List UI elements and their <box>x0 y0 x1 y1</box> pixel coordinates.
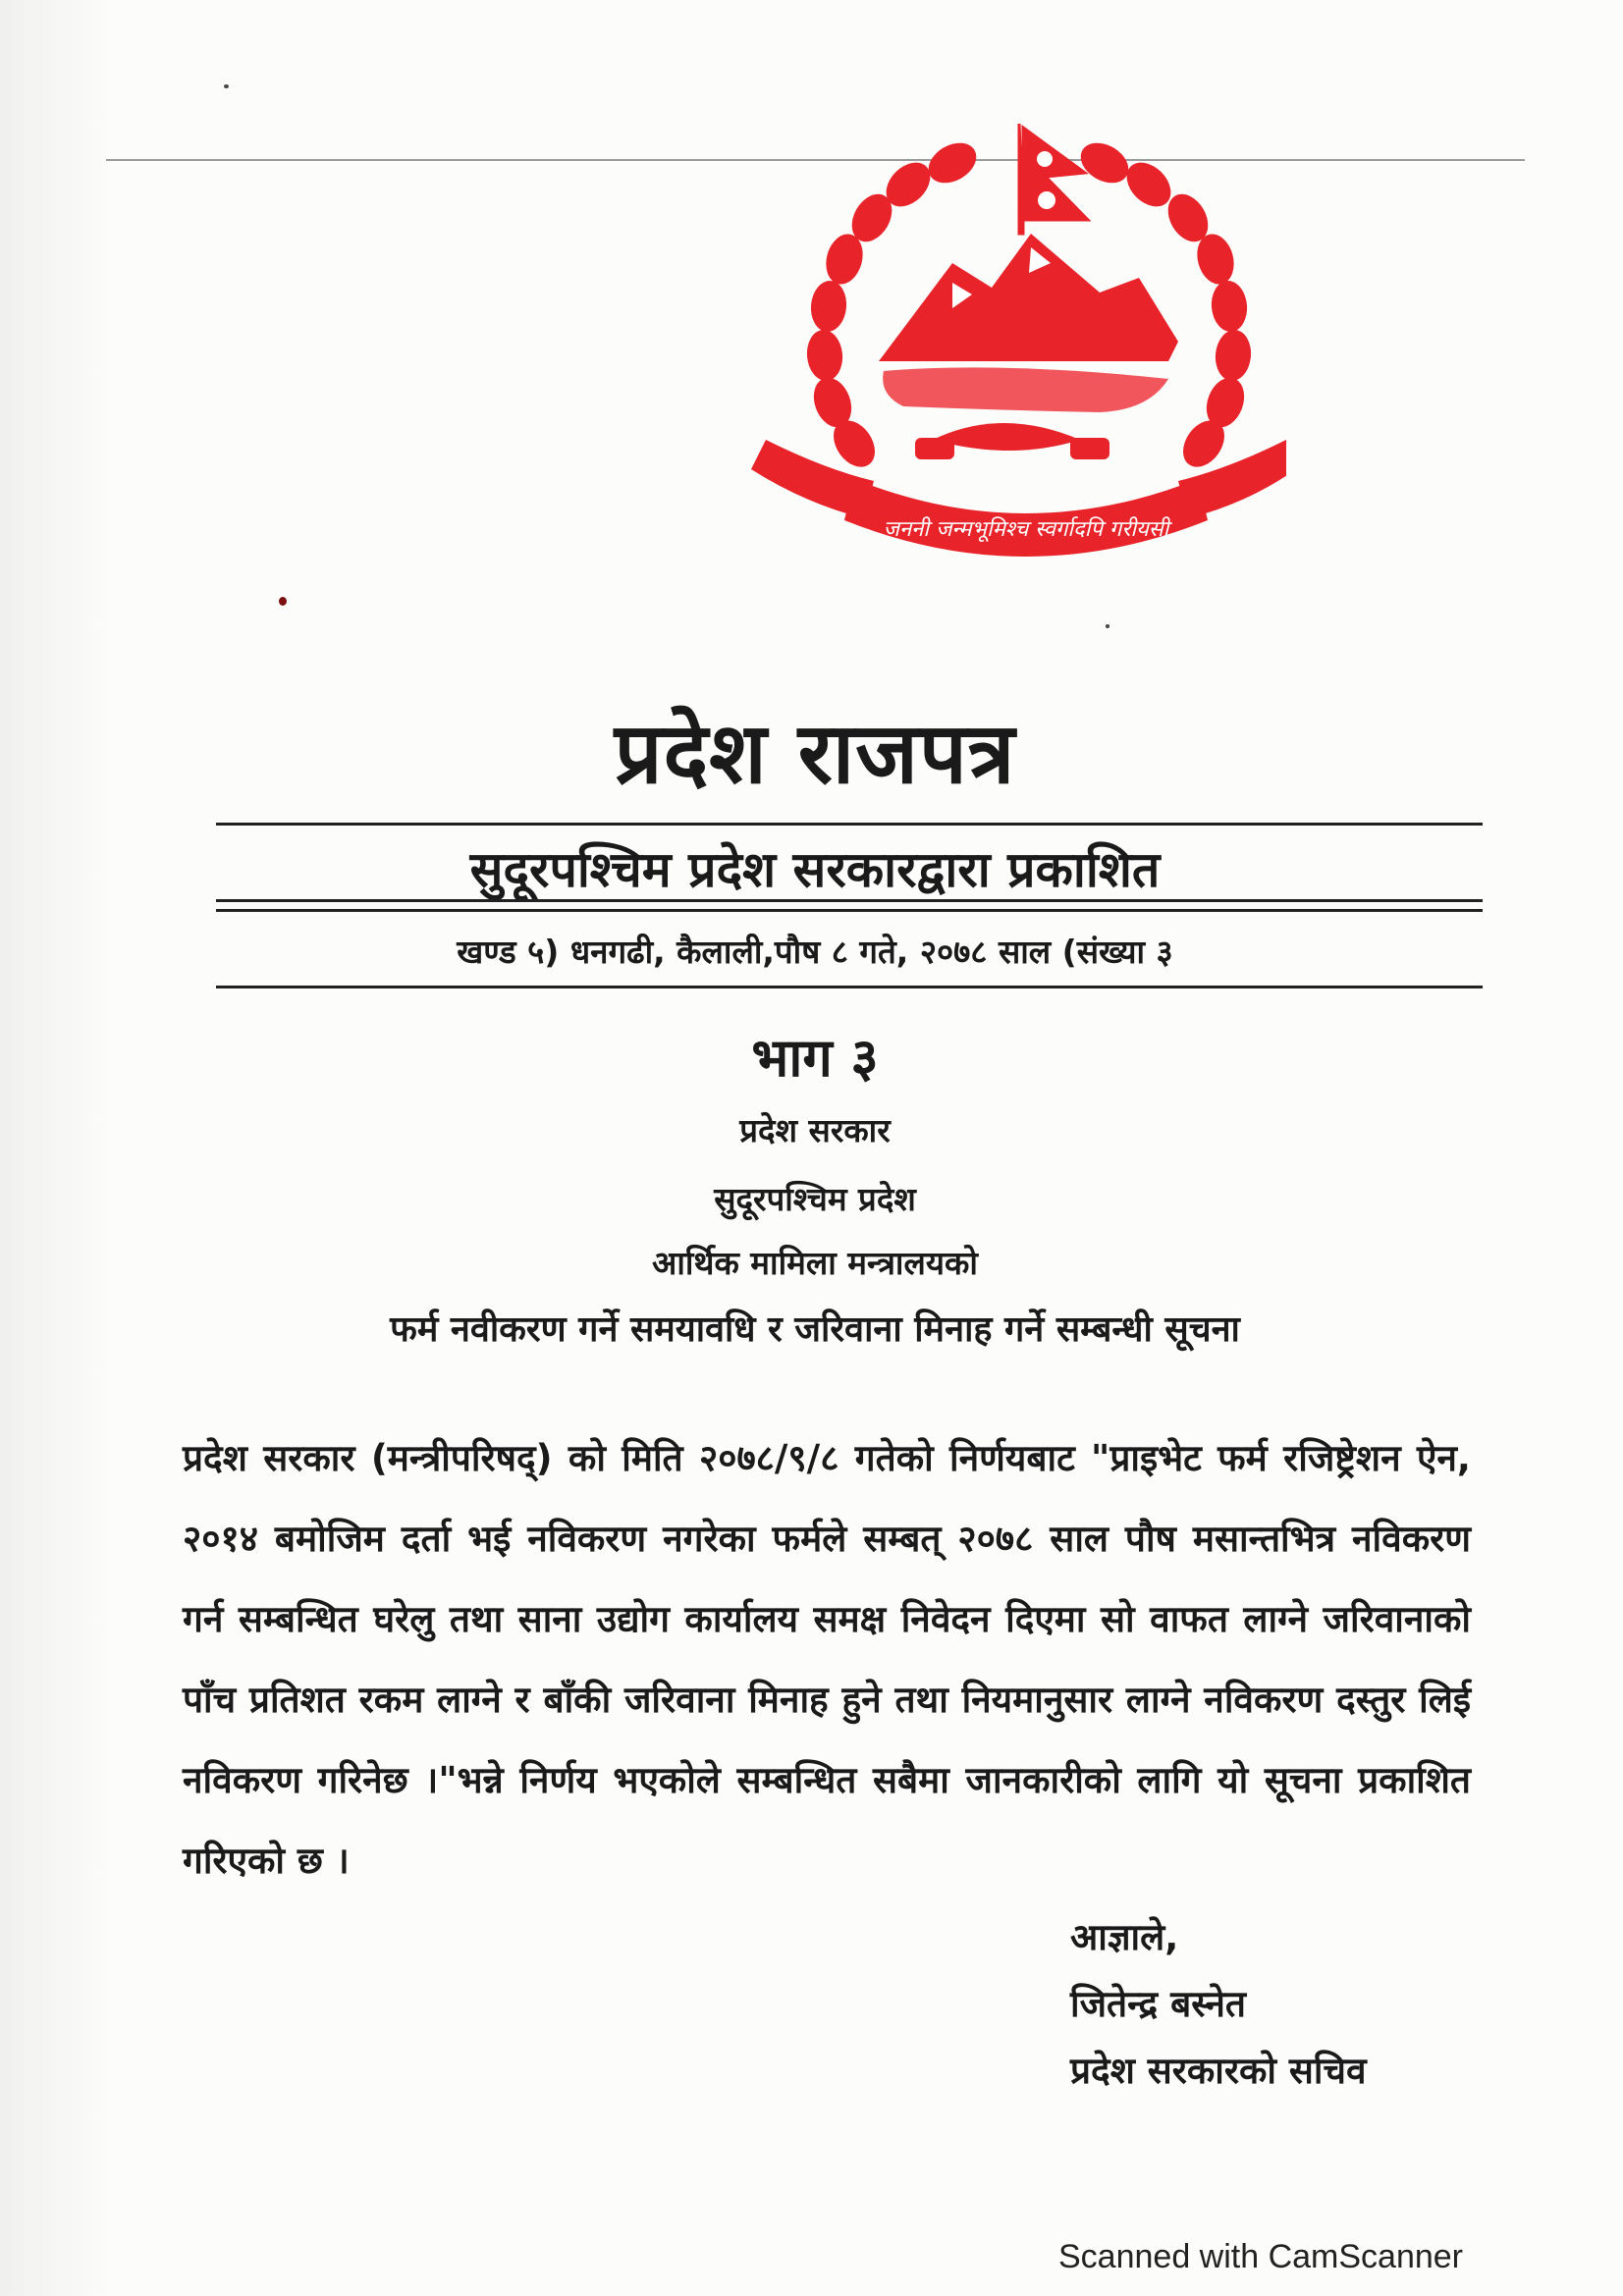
government-heading: प्रदेश सरकार <box>739 1111 891 1149</box>
gazette-title: प्रदेश राजपत्र <box>614 705 1016 803</box>
signatory-designation: प्रदेश सरकारको सचिव <box>1070 2050 1367 2092</box>
rule-under-title <box>216 823 1483 826</box>
scan-left-shadow <box>0 0 106 2296</box>
publisher-line: सुदूरपश्चिम प्रदेश सरकारद्वारा प्रकाशित <box>469 841 1161 898</box>
signature-block <box>1070 1904 1367 2105</box>
province-heading: सुदूरपश्चिम प्रदेश <box>714 1180 916 1218</box>
emblem-motto: जननी जन्मभूमिश्च स्वर्गादपि गरीयसी <box>883 517 1169 542</box>
signatory-name: जितेन्द्र बस्नेत <box>1070 1983 1246 2025</box>
camscanner-watermark: Scanned with CamScanner <box>1058 2238 1464 2275</box>
notice-body: प्रदेश सरकार (मन्त्रीपरिषद्) को मिति २०७८/९/८ गतेको निर्णयबाट "प्राइभेट फर्म रजिष्ट्रेशन ऐन, २०१४ बमोजिम दर्ता भई नविकरण नगरेका फर्मले सम्बत् २०७८ साल पौष मसान्तभित्र नविकरण गर्न सम्बन्धित घरेलु तथा साना उद्योग कार्यालय समक्ष निवेदन दिएमा सो वाफत लाग्ने जरिवानाको पाँच प्रतिशत रकम लाग्ने र बाँकी जरिवाना मिनाह हुने तथा नियमानुसार लाग्ने नविकरण दस्तुर लिई नविकरण गरिनेछ ।"भन्ने निर्णय भएकोले सम्बन्धित सबैमा जानकारीको लागि यो सूचना प्रकाशित गरिएको छ । <box>183 1437 1471 1882</box>
rule-double-top <box>216 899 1483 902</box>
scan-speck <box>1106 624 1109 628</box>
notice-title: फर्म नवीकरण गर्ने समयावधि र जरिवाना मिनाह गर्ने सम्बन्धी सूचना <box>390 1309 1240 1350</box>
rule-double-bottom <box>216 909 1483 912</box>
rule-under-issue <box>216 986 1483 988</box>
by-order-text: आज्ञाले, <box>1070 1916 1179 1958</box>
scan-speck <box>224 84 229 88</box>
scan-speck <box>279 597 287 606</box>
nepal-coat-of-arms-emblem <box>707 116 1286 616</box>
issue-line: खण्ड ५) धनगढी, कैलाली,पौष ८ गते, २०७८ साल (संख्या ३ <box>457 933 1173 971</box>
part-heading: भाग ३ <box>751 1027 879 1089</box>
ministry-heading: आर्थिक मामिला मन्त्रालयको <box>652 1244 978 1282</box>
